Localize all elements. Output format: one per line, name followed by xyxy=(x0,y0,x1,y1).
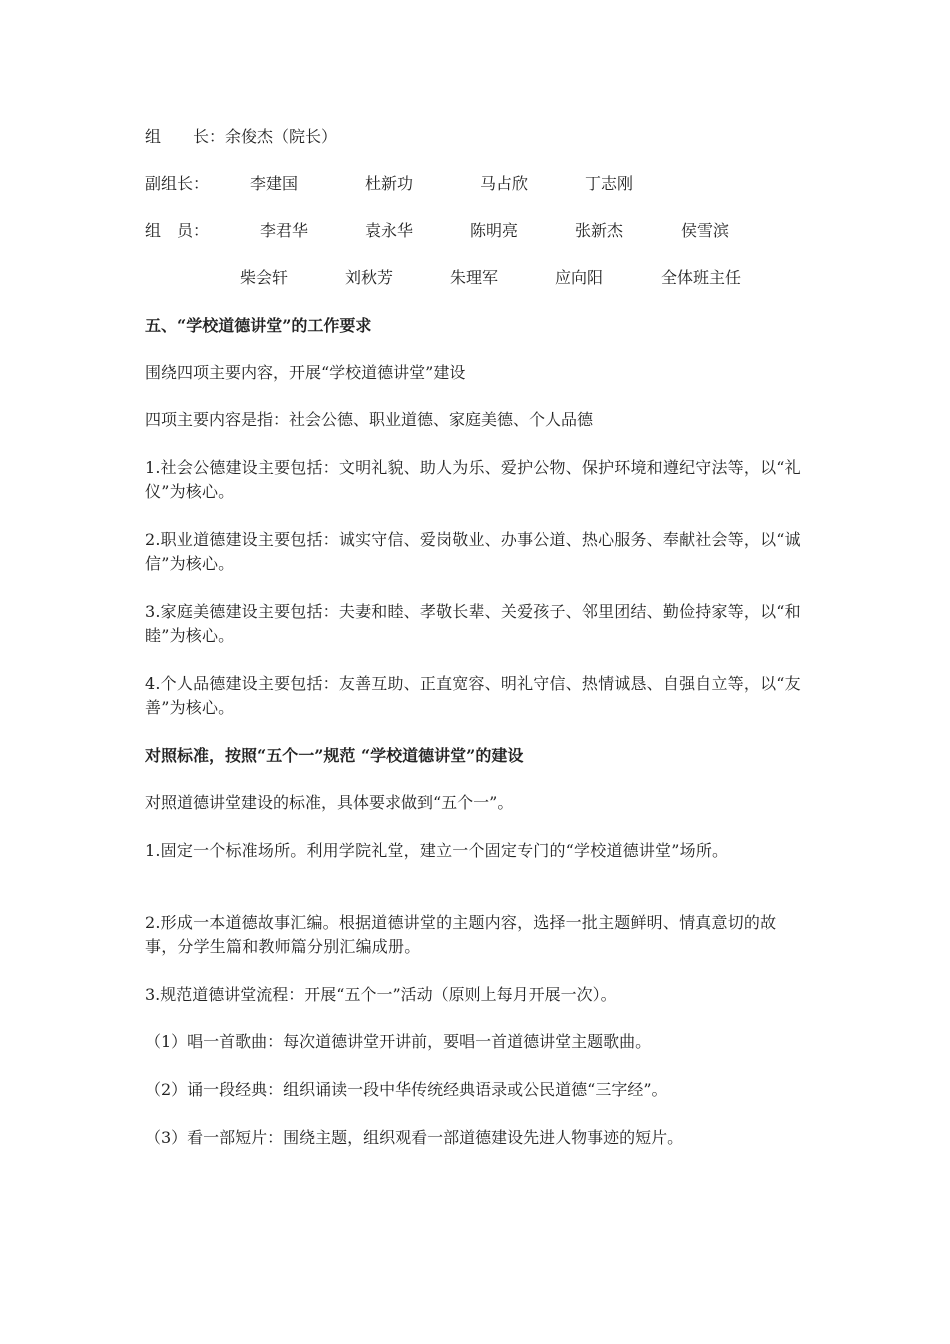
intro-paragraph: 四项主要内容是指：社会公德、职业道德、家庭美德、个人品德 xyxy=(145,410,594,429)
requirement-item: 2.形成一本道德故事汇编。根据道德讲堂的主题内容，选择一批主题鲜明、情真意切的故事，分学生篇和教师篇分别汇编成册。 xyxy=(145,913,777,956)
deputy-name: 丁志刚 xyxy=(585,174,634,193)
deputy-name: 李建国 xyxy=(250,174,299,193)
subheading: 对照标准，按照“五个一”规范 “学校道德讲堂”的建设 xyxy=(145,746,524,765)
intro-paragraph: 围绕四项主要内容，开展“学校道德讲堂”建设 xyxy=(145,363,466,382)
content-item: 1.社会公德建设主要包括：文明礼貌、助人为乐、爱护公物、保护环境和遵纪守法等，以“礼仪”为核心。 xyxy=(145,458,801,501)
activity-item: （1）唱一首歌曲：每次道德讲堂开讲前，要唱一首道德讲堂主题歌曲。 xyxy=(145,1032,652,1051)
member-label: 组 员： xyxy=(145,221,210,240)
deputy-line xyxy=(145,172,805,196)
member-name: 李君华 xyxy=(260,221,309,240)
activity-item: （3）看一部短片：围绕主题，组织观看一部道德建设先进人物事迹的短片。 xyxy=(145,1128,684,1147)
content-item: 2.职业道德建设主要包括：诚实守信、爱岗敬业、办事公道、热心服务、奉献社会等，以“诚信”为核心。 xyxy=(145,530,801,573)
content-item: 4.个人品德建设主要包括：友善互助、正直宽容、明礼守信、热情诚恳、自强自立等，以“友善”为核心。 xyxy=(145,674,801,717)
member-name: 朱理军 xyxy=(450,268,499,287)
activity-item: （2）诵一段经典：组织诵读一段中华传统经典语录或公民道德“三字经”。 xyxy=(145,1080,668,1099)
requirement-item: 3.规范道德讲堂流程：开展“五个一”活动（原则上每月开展一次）。 xyxy=(145,985,617,1004)
leader-label: 组 长： xyxy=(145,127,226,146)
content-item: 3.家庭美德建设主要包括：夫妻和睦、孝敬长辈、关爱孩子、邻里团结、勤俭持家等，以“和睦”为核心。 xyxy=(145,602,801,645)
member-name: 侯雪滨 xyxy=(681,221,730,240)
member-name: 柴会轩 xyxy=(240,268,289,287)
deputy-name: 杜新功 xyxy=(365,174,414,193)
members-line-2 xyxy=(145,266,805,290)
leader-line xyxy=(145,125,337,149)
member-name: 陈明亮 xyxy=(470,221,519,240)
member-name: 应向阳 xyxy=(555,268,604,287)
section-heading: 五、“学校道德讲堂”的工作要求 xyxy=(145,316,372,335)
member-name: 刘秋芳 xyxy=(345,268,394,287)
deputy-name: 马占欣 xyxy=(480,174,529,193)
deputy-label: 副组长： xyxy=(145,174,210,193)
leader-name: 余俊杰（院长） xyxy=(225,127,338,146)
member-name: 全体班主任 xyxy=(661,268,742,287)
members-line-1 xyxy=(145,219,805,243)
member-name: 袁永华 xyxy=(365,221,414,240)
standard-intro: 对照道德讲堂建设的标准，具体要求做到“五个一”。 xyxy=(145,793,514,812)
member-name: 张新杰 xyxy=(575,221,624,240)
requirement-item: 1.固定一个标准场所。利用学院礼堂，建立一个固定专门的“学校道德讲堂”场所。 xyxy=(145,841,729,860)
